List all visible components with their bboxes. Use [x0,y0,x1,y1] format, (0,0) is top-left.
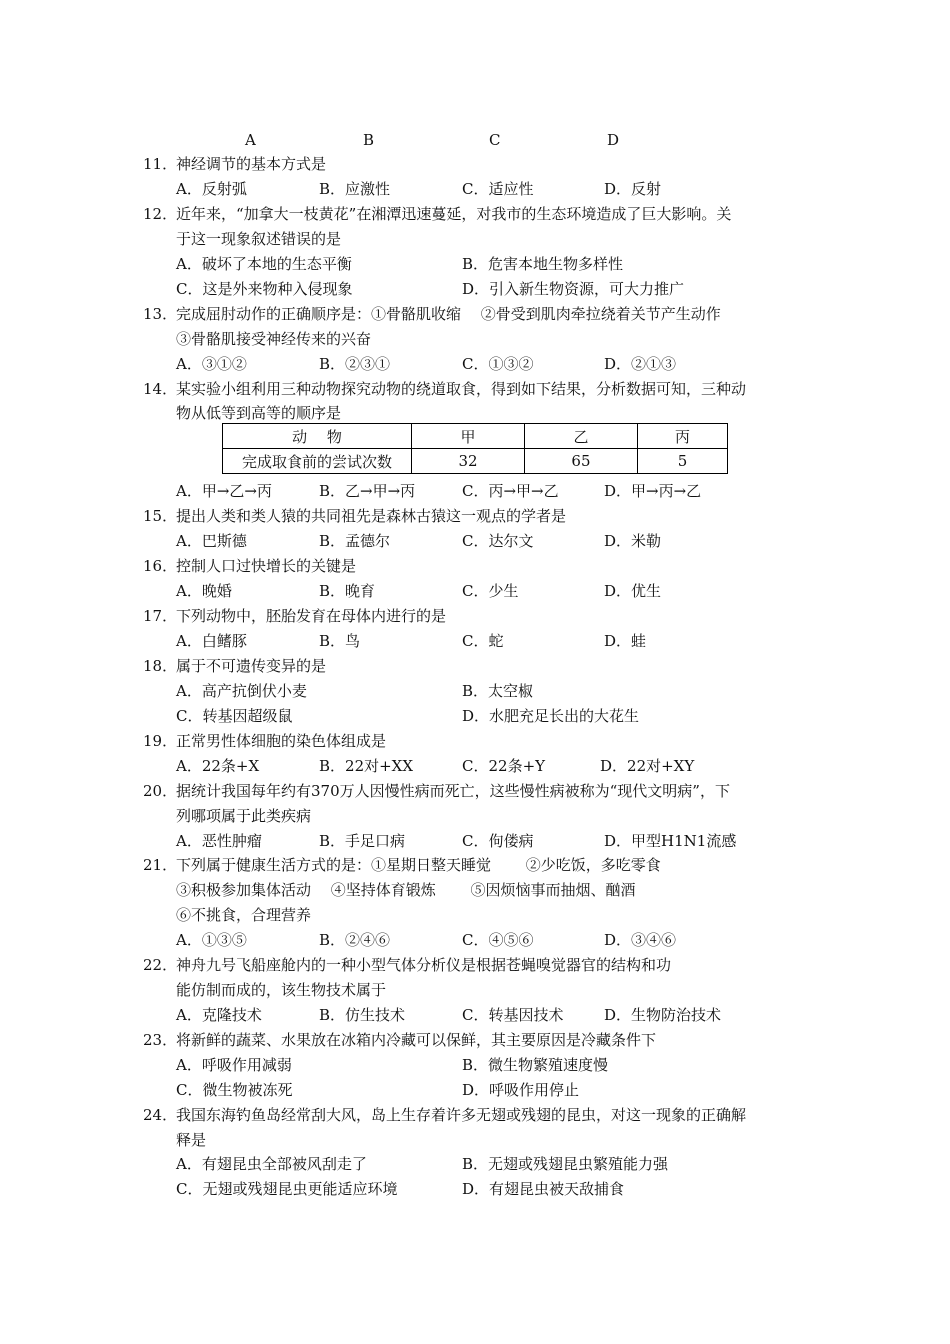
table-header-cell: 丙 [637,424,727,449]
option-b: B．孟德尔 [319,532,391,550]
table-cell: 65 [524,449,637,474]
option-a: A．反射弧 [176,180,247,198]
question-stem: 神经调节的基本方式是 [176,155,327,173]
option-b: B．无翅或残翅昆虫繁殖能力强 [462,1155,669,1173]
option-b: B．应激性 [319,180,391,198]
option-b: B．22对+XX [319,757,414,775]
option-a: A．巴斯德 [176,532,247,550]
question-stem-cont: 于这一现象叙述错误的是 [176,230,342,248]
option-c: C．这是外来物种入侵现象 [176,280,353,298]
table-header-cell: 动 物 [223,424,412,449]
option-b: B．②③① [319,355,391,373]
table-cell: 32 [412,449,525,474]
question-stem: 下列属于健康生活方式的是：①星期日整天睡觉 ②少吃饭，多吃零食 [176,856,661,874]
option-b: B．太空椒 [462,682,534,700]
option-a: A．破坏了本地的生态平衡 [176,255,352,273]
option-b: B．手足口病 [319,832,406,850]
question-number: 12． [143,205,178,223]
option-c: C．无翅或残翅昆虫更能适应环境 [176,1180,398,1198]
option-d: D．反射 [604,180,662,198]
option-d: D．②①③ [604,355,677,373]
question-stem-cont: 释是 [176,1131,207,1149]
option-c: C．微生物被冻死 [176,1081,293,1099]
question-number: 23． [143,1031,178,1049]
option-a: A．③①② [176,355,247,373]
table-header-row [223,424,728,449]
option-a: A．有翅昆虫全部被风刮走了 [176,1155,367,1173]
question-stem: 据统计我国每年约有370万人因慢性病而死亡，这些慢性病被称为“现代文明病”，下 [176,782,730,800]
question-number: 22． [143,956,178,974]
question-number: 20． [143,782,178,800]
option-c: C．蛇 [462,632,504,650]
option-b: B．乙→甲→丙 [319,482,416,500]
option-c: C．少生 [462,582,519,600]
animal-detour-table [222,423,728,474]
option-d: D．蛙 [604,632,647,650]
question-stem-cont: ③骨骼肌接受神经传来的兴奋 [176,330,372,348]
table-cell: 完成取食前的尝试次数 [223,449,412,474]
table-cell: 5 [637,449,727,474]
option-a: A．恶性肿瘤 [176,832,262,850]
question-number: 16． [143,557,178,575]
table-header-cell: 甲 [412,424,525,449]
option-d: D．米勒 [604,532,662,550]
question-stem-cont: 物从低等到高等的顺序是 [176,404,342,422]
question-stem: 提出人类和类人猿的共同祖先是森林古猿这一观点的学者是 [176,507,567,525]
question-number: 14． [143,380,178,398]
figure-label-d: D [607,131,620,149]
option-d: D．呼吸作用停止 [462,1081,580,1099]
question-number: 15． [143,507,178,525]
option-c: C．转基因技术 [462,1006,564,1024]
option-a: A．①③⑤ [176,931,247,949]
option-c: C．22条+Y [462,757,546,775]
question-number: 11． [143,155,178,173]
question-stem: 完成屈肘动作的正确顺序是：①骨骼肌收缩 ②骨受到肌肉牵拉绕着关节产生动作 [176,305,721,323]
option-a: A．白鳍豚 [176,632,247,650]
question-stem-cont: 能仿制而成的，该生物技术属于 [176,981,387,999]
option-d: D．22对+XY [600,757,695,775]
option-a: A．甲→乙→丙 [176,482,272,500]
option-b: B．微生物繁殖速度慢 [462,1056,609,1074]
option-c: C．达尔文 [462,532,534,550]
question-number: 21． [143,856,178,874]
option-b: B．鸟 [319,632,361,650]
table-row [223,449,728,474]
figure-label-b: B [363,131,375,149]
question-stem: 我国东海钓鱼岛经常刮大风，岛上生存着许多无翅或残翅的昆虫，对这一现象的正确解 [176,1106,747,1124]
option-c: C．转基因超级鼠 [176,707,293,725]
question-number: 24． [143,1106,178,1124]
option-d: D．③④⑥ [604,931,677,949]
option-a: A．克隆技术 [176,1006,262,1024]
question-stem: 神舟九号飞船座舱内的一种小型气体分析仪是根据苍蝇嗅觉器官的结构和功 [176,956,672,974]
question-stem-cont: ③积极参加集体活动 ④坚持体育锻炼 ⑤因烦恼事而抽烟、酗酒 [176,881,636,899]
option-d: D．引入新生物资源，可大力推广 [462,280,685,298]
question-stem-cont: ⑥不挑食，合理营养 [176,906,312,924]
option-d: D．生物防治技术 [604,1006,722,1024]
question-stem: 属于不可遗传变异的是 [176,657,327,675]
option-a: A．22条+X [176,757,260,775]
question-number: 17． [143,607,178,625]
figure-label-a: A [245,131,256,149]
option-a: A．呼吸作用减弱 [176,1056,292,1074]
option-c: C．丙→甲→乙 [462,482,559,500]
option-d: D．甲→丙→乙 [604,482,702,500]
option-c: C．④⑤⑥ [462,931,534,949]
option-c: C．佝偻病 [462,832,534,850]
option-b: B．②④⑥ [319,931,391,949]
option-b: B．危害本地生物多样性 [462,255,624,273]
question-stem-cont: 列哪项属于此类疾病 [176,807,312,825]
option-c: C．适应性 [462,180,534,198]
option-d: D．甲型H1N1流感 [604,832,737,850]
table-header-cell: 乙 [524,424,637,449]
question-stem: 将新鲜的蔬菜、水果放在冰箱内冷藏可以保鲜，其主要原因是冷藏条件下 [176,1031,657,1049]
option-b: B．仿生技术 [319,1006,406,1024]
option-c: C．①③② [462,355,534,373]
option-d: D．优生 [604,582,662,600]
question-stem: 控制人口过快增长的关键是 [176,557,357,575]
option-b: B．晚育 [319,582,376,600]
question-stem: 近年来，“加拿大一枝黄花”在湘潭迅速蔓延，对我市的生态环境造成了巨大影响。关 [176,205,732,223]
figure-label-c: C [489,131,501,149]
option-a: A．高产抗倒伏小麦 [176,682,307,700]
question-stem: 某实验小组利用三种动物探究动物的绕道取食，得到如下结果，分析数据可知，三种动 [176,380,747,398]
question-stem: 正常男性体细胞的染色体组成是 [176,732,387,750]
option-d: D．有翅昆虫被天敌捕食 [462,1180,625,1198]
option-a: A．晚婚 [176,582,232,600]
question-stem: 下列动物中，胚胎发育在母体内进行的是 [176,607,447,625]
question-number: 19． [143,732,178,750]
question-number: 13． [143,305,178,323]
question-number: 18． [143,657,178,675]
option-d: D．水肥充足长出的大花生 [462,707,640,725]
